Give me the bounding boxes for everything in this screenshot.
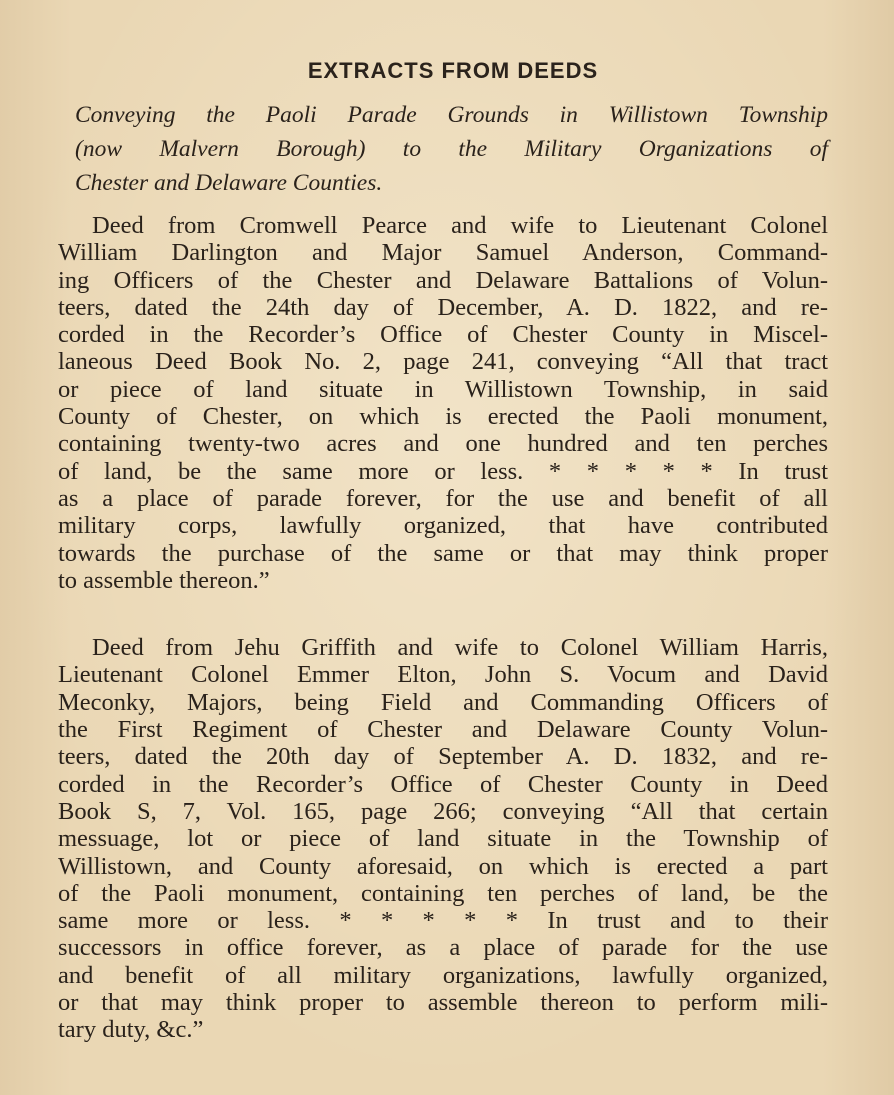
deed2-line: successors in office forever, as a place of parade for the use [58, 934, 828, 962]
deed2-line: Meconky, Majors, being Field and Commanding Officers of [58, 688, 828, 716]
deed2-line: of the Paoli monument, containing ten perches of land, be the [58, 879, 828, 907]
deed1-line: as a place of parade forever, for the use and benefit of all [58, 484, 828, 512]
subtitle-line: Conveying the Paoli Parade Grounds in Willistown Township [75, 102, 828, 128]
deed2-line: Book S, 7, Vol. 165, page 266; conveying “All that certain [58, 797, 828, 825]
deed2-line: Lieutenant Colonel Emmer Elton, John S. Vocum and David [58, 661, 828, 689]
deed2-line: the First Regiment of Chester and Delaware County Volun- [58, 716, 828, 744]
deed2-line: tary duty, &c.” [58, 1016, 204, 1044]
deed1-line: towards the purchase of the same or that may think proper [58, 539, 828, 567]
deed1-line: or piece of land situate in Willistown Township, in said [58, 375, 828, 403]
deed-paragraph-1 [58, 212, 828, 594]
subtitle [58, 98, 828, 200]
deed1-line: County of Chester, on which is erected the Paoli monument, [58, 403, 828, 431]
deed1-line: Deed from Cromwell Pearce and wife to Lieutenant Colonel [92, 212, 828, 239]
deed1-line: laneous Deed Book No. 2, page 241, conveying “All that tract [58, 348, 828, 376]
deed2-line: same more or less. * * * * * In trust and to their [58, 907, 828, 935]
deed1-line: military corps, lawfully organized, that have contributed [58, 512, 828, 540]
deed2-line: or that may think proper to assemble thereon to perform mili- [58, 989, 828, 1017]
deed1-line: William Darlington and Major Samuel Anderson, Command- [58, 239, 828, 267]
deed2-line: Deed from Jehu Griffith and wife to Colonel William Harris, [92, 634, 828, 662]
deed1-line: to assemble thereon.” [58, 566, 270, 594]
deed2-line: corded in the Recorder’s Office of Chester County in Deed [58, 770, 828, 798]
deed2-line: and benefit of all military organizations, lawfully organized, [58, 961, 828, 989]
deed1-line: teers, dated the 24th day of December, A. D. 1822, and re- [58, 293, 828, 321]
page-heading: EXTRACTS FROM DEEDS [307, 58, 599, 83]
deed2-line: Willistown, and County aforesaid, on which is erected a part [58, 852, 828, 880]
deed2-line: messuage, lot or piece of land situate in the Township of [58, 825, 828, 853]
deed-paragraph-2 [58, 634, 828, 1043]
subtitle-line: Chester and Delaware Counties. [75, 170, 383, 196]
deed2-line: teers, dated the 20th day of September A. D. 1832, and re- [58, 743, 828, 771]
deed1-line: corded in the Recorder’s Office of Chester County in Miscel- [58, 321, 828, 349]
deed1-line: of land, be the same more or less. * * * * * In trust [58, 457, 828, 485]
deed1-line: ing Officers of the Chester and Delaware Battalions of Volun- [58, 266, 828, 294]
subtitle-line: (now Malvern Borough) to the Military Organizations of [75, 136, 828, 162]
deed1-line: containing twenty-two acres and one hundred and ten perches [58, 430, 828, 458]
